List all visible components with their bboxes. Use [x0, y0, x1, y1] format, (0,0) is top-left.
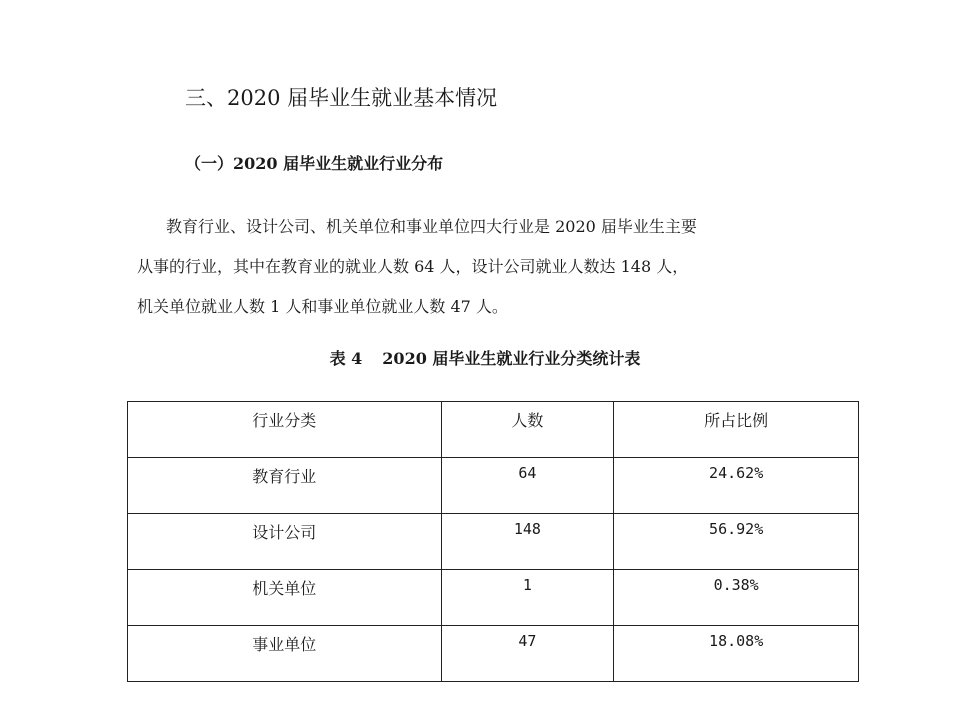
cell-percentage: 18.08%	[614, 626, 859, 682]
table-caption	[0, 346, 970, 369]
cell-count: 1	[441, 570, 614, 626]
cell-industry: 机关单位	[128, 570, 442, 626]
subsection-title: （一）2020 届毕业生就业行业分布	[185, 154, 444, 173]
section-title: 三、2020 届毕业生就业基本情况	[185, 86, 498, 110]
cell-percentage: 56.92%	[614, 514, 859, 570]
paragraph-line: 机关单位就业人数 1 人和事业单位就业人数 47 人。	[137, 297, 508, 316]
body-paragraph	[137, 207, 837, 327]
cell-industry: 教育行业	[128, 458, 442, 514]
industry-table	[127, 401, 859, 682]
table-row	[128, 570, 859, 626]
paragraph-line: 教育行业、设计公司、机关单位和事业单位四大行业是 2020 届毕业生主要	[166, 217, 697, 236]
cell-count: 47	[441, 626, 614, 682]
cell-count: 64	[441, 458, 614, 514]
cell-percentage: 24.62%	[614, 458, 859, 514]
header-percentage: 所占比例	[614, 402, 859, 458]
paragraph-line: 从事的行业，其中在教育业的就业人数 64 人，设计公司就业人数达 148 人，	[137, 257, 689, 276]
cell-count: 148	[441, 514, 614, 570]
table-caption-title: 2020 届毕业生就业行业分类统计表	[382, 349, 641, 368]
cell-industry: 事业单位	[128, 626, 442, 682]
table-row	[128, 514, 859, 570]
table-row	[128, 458, 859, 514]
table-caption-label: 表 4	[329, 349, 363, 368]
header-count: 人数	[441, 402, 614, 458]
cell-percentage: 0.38%	[614, 570, 859, 626]
table-header-row	[128, 402, 859, 458]
cell-industry: 设计公司	[128, 514, 442, 570]
header-industry: 行业分类	[128, 402, 442, 458]
table-row	[128, 626, 859, 682]
